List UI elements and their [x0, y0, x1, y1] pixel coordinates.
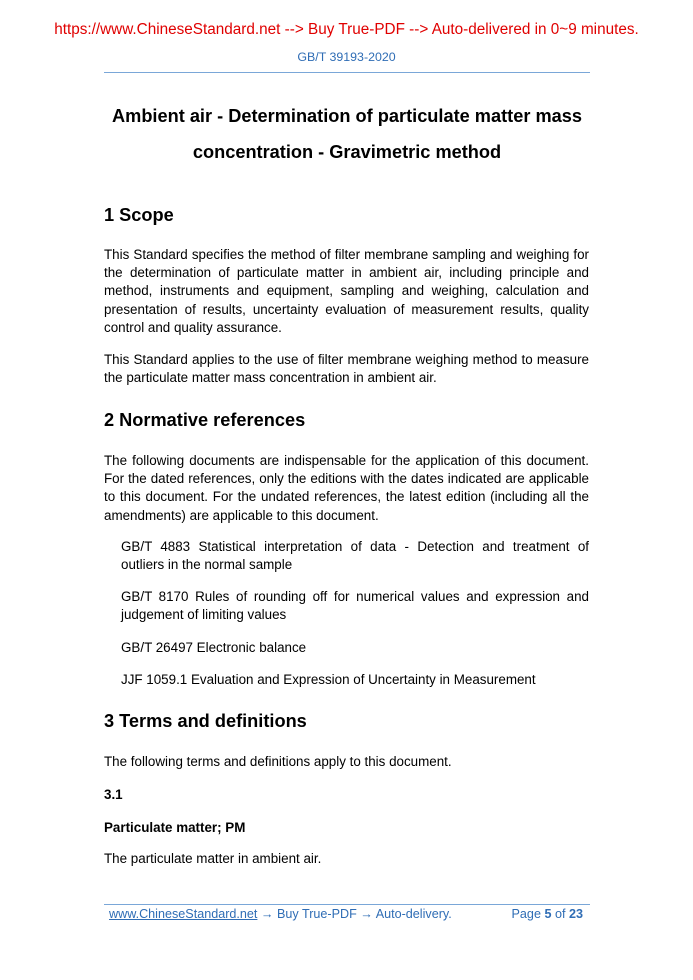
reference-item: GB/T 8170 Rules of rounding off for numerical values and expression and judgement of limiting values — [121, 589, 589, 623]
term-name: Particulate matter; PM — [104, 820, 246, 835]
reference-item: GB/T 26497 Electronic balance — [121, 640, 307, 655]
footer-site-link[interactable]: www.ChineseStandard.net — [109, 907, 258, 921]
reference-item: JJF 1059.1 Evaluation and Expression of Uncertainty in Measurement — [121, 672, 536, 687]
terms-intro: The following terms and definitions apply to this document. — [104, 754, 452, 769]
page-total: 23 — [568, 907, 583, 921]
footer-divider — [104, 904, 590, 905]
standard-code: GB/T 39193-2020 — [297, 50, 396, 64]
scope-paragraph-1: This Standard specifies the method of filter membrane sampling and weighing for the determination of particulate matter in ambient air, including principle and method, instruments and equipment, sampling and weighing, calculation and presentation of results, uncertainty evaluation of measurement results, quality control and quality assurance. — [104, 247, 589, 335]
header-divider — [104, 72, 590, 73]
page-of: of — [554, 907, 566, 921]
reference-item: GB/T 4883 Statistical interpretation of data - Detection and treatment of outliers in the normal sample — [121, 539, 589, 573]
page-indicator — [512, 906, 583, 922]
footer-left — [109, 906, 452, 922]
footer-tagline: → Buy True-PDF → Auto-delivery. — [257, 907, 452, 921]
top-banner[interactable]: https://www.ChineseStandard.net --> Buy True-PDF --> Auto-delivered in 0~9 minutes. — [54, 21, 639, 38]
normative-intro: The following documents are indispensable for the application of this document. For the dated references, only the editions with the dates indicated are applicable to this document. For the undated references, the latest edition (including all the amendments) are applicable to this document. — [104, 453, 589, 523]
page-current: 5 — [544, 907, 552, 921]
page-label: Page — [511, 907, 541, 921]
section-heading-normative-references: 2 Normative references — [104, 410, 306, 430]
section-heading-terms: 3 Terms and definitions — [104, 711, 307, 731]
section-heading-scope: 1 Scope — [104, 205, 174, 225]
document-title: Ambient air - Determination of particulate matter mass concentration - Gravimetric method — [112, 106, 582, 162]
term-definition: The particulate matter in ambient air. — [104, 851, 322, 866]
term-number: 3.1 — [104, 787, 123, 802]
scope-paragraph-2: This Standard applies to the use of filter membrane weighing method to measure the particulate matter mass concentration in ambient air. — [104, 352, 589, 386]
